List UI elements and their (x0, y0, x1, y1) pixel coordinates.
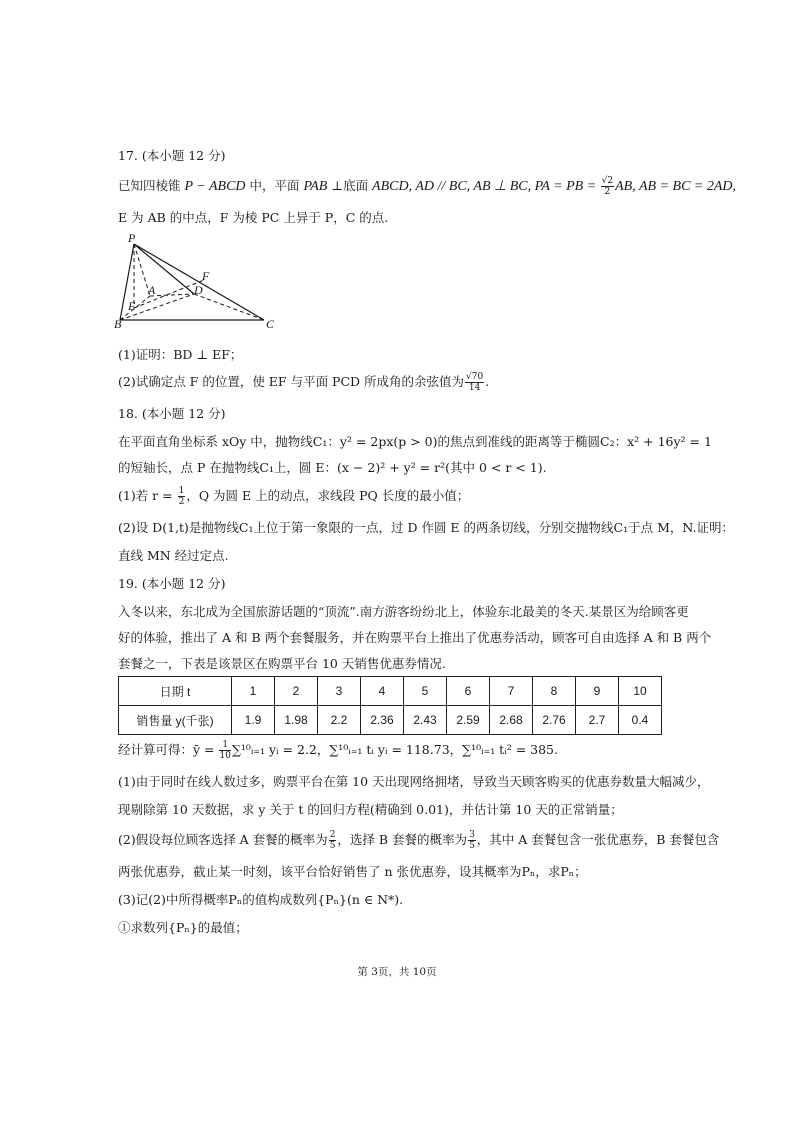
q18-part1 (118, 486, 469, 507)
fraction (329, 830, 337, 851)
fraction-numerator: 1 (219, 740, 230, 751)
fraction-numerator: 3 (469, 830, 475, 840)
q18-part2-line1: (2)设 D(1,t)是抛物线C₁上位于第一象限的一点，过 D 作圆 E 的两条切线，分别交抛物线C₁于点 M，N.证明： (118, 520, 734, 535)
day-cell: 3 (318, 677, 361, 706)
text-segment: 已知四棱锥 (118, 178, 185, 193)
fraction-denominator: 5 (329, 841, 336, 851)
text-segment: ，其中 A 套餐包含一张优惠券，B 套餐包含 (476, 832, 720, 847)
text-segment: ，Q 为圆 E 上的动点，求线段 PQ 长度的最小值； (186, 488, 470, 503)
q19-part1-line1: (1)由于同时在线人数过多，购票平台在第 10 天出现网络拥堵，导致当天顾客购买的优惠券数量大幅减少， (118, 774, 710, 789)
sales-cell: 1.98 (275, 706, 318, 735)
math-segment: AB, AB = BC = 2AD, (615, 179, 737, 194)
fraction (468, 830, 476, 851)
day-cell: 2 (275, 677, 318, 706)
text-segment: . (485, 374, 490, 389)
q19-part3-sub1: ①求数列{Pₙ}的最值； (118, 920, 248, 935)
label-e: E (128, 299, 136, 313)
fraction-denominator: 2 (604, 187, 611, 197)
fraction (219, 740, 230, 761)
q19-part2-line1 (118, 830, 719, 851)
text-segment: 经计算可得：ȳ = (118, 742, 219, 757)
sales-cell: 2.59 (447, 706, 490, 735)
q19-statement-line2: 好的体验，推出了 A 和 B 两个套餐服务，并在购票平台上推出了优惠券活动，顾客可自由选择 A 和 B 两个 (118, 630, 712, 645)
sales-cell: 2.68 (490, 706, 533, 735)
label-b: B (114, 317, 122, 331)
sales-cell: 2.7 (576, 706, 619, 735)
text-segment: (2)假设每位顾客选择 A 套餐的概率为 (118, 832, 328, 847)
fraction-numerator: 1 (178, 486, 185, 496)
day-cell: 5 (404, 677, 447, 706)
pyramid-figure (112, 232, 292, 332)
edge-ad (150, 294, 194, 296)
q18-header: 18. (本小题 12 分) (118, 406, 226, 421)
q17-statement-line2: E 为 AB 的中点，F 为棱 PC 上异于 P，C 的点. (118, 210, 389, 225)
q19-part1-line2: 现剔除第 10 天数据，求 y 关于 t 的回归方程(精确到 0.01)，并估计第 10 天的正常销量； (118, 802, 623, 817)
q17-part1: (1)证明：BD ⊥ EF； (118, 347, 243, 362)
q17-part2 (118, 372, 489, 393)
label-a: A (148, 283, 156, 297)
text-segment: (2)试确定点 F 的位置，使 EF 与平面 PCD 所成角的余弦值为 (118, 374, 465, 389)
sales-cell: 1.9 (232, 706, 275, 735)
q17-header: 17. (本小题 12 分) (118, 148, 226, 163)
text-segment: 中，平面 (245, 178, 304, 193)
fraction-denominator: 14 (468, 383, 481, 393)
text-segment: ⊥底面 (327, 178, 373, 193)
sales-cell: 2.36 (361, 706, 404, 735)
fraction-denominator: 10 (219, 751, 231, 761)
fraction (601, 176, 614, 197)
sales-cell: 2.2 (318, 706, 361, 735)
day-cell: 7 (490, 677, 533, 706)
fraction-numerator: √70 (466, 372, 484, 382)
sales-cell: 0.4 (619, 706, 662, 735)
sales-table (118, 676, 662, 735)
text-segment: (1)若 r = (118, 488, 177, 503)
day-cell: 9 (576, 677, 619, 706)
day-cell: 8 (533, 677, 576, 706)
q17-statement-line1 (118, 176, 736, 197)
day-cell: 10 (619, 677, 662, 706)
fraction-denominator: 5 (469, 841, 475, 851)
text-segment: ∑¹⁰ᵢ₌₁ yᵢ = 2.2，∑¹⁰ᵢ₌₁ tᵢ yᵢ = 118.73，∑¹⁰ᵢ₌₁ tᵢ² = 385. (231, 742, 558, 757)
q18-part2-line2: 直线 MN 经过定点. (118, 548, 229, 563)
math-segment: PAB (303, 179, 328, 194)
day-cell: 1 (232, 677, 275, 706)
q19-statement-line1: 入冬以来，东北成为全国旅游话题的“顶流”.南方游客纷纷北上，体验东北最美的冬天.某景区为给顾客更 (118, 604, 689, 619)
row-header-sales: 销售量 y(千张) (119, 706, 232, 735)
fraction-numerator: 2 (329, 830, 336, 840)
day-cell: 6 (447, 677, 490, 706)
day-cell: 4 (361, 677, 404, 706)
q19-part3: (3)记(2)中所得概率Pₙ的值构成数列{Pₙ}(n ∈ N*). (118, 892, 404, 907)
q18-statement-line2: 的短轴长，点 P 在抛物线C₁上，圆 E：(x − 2)² + y² = r²(其中 0 < r < 1). (118, 460, 547, 475)
table-row (119, 706, 662, 735)
math-segment: P − ABCD (184, 179, 246, 194)
fraction (178, 486, 186, 507)
q18-statement-line1: 在平面直角坐标系 xOy 中，抛物线C₁：y² = 2px(p > 0)的焦点到准线的距离等于椭圆C₂：x² + 16y² = 1 (118, 434, 712, 449)
table-row (119, 677, 662, 706)
fraction (465, 372, 484, 393)
label-d: D (194, 283, 203, 297)
label-c: C (266, 317, 275, 331)
sales-cell: 2.76 (533, 706, 576, 735)
label-p: P (128, 232, 136, 245)
sales-cell: 2.43 (404, 706, 447, 735)
q19-header: 19. (本小题 12 分) (118, 576, 226, 591)
math-segment: ABCD, AD // BC, AB ⊥ BC, PA = PB = (372, 179, 600, 194)
text-segment: ，选择 B 套餐的概率为 (337, 832, 468, 847)
q19-part2-line2: 两张优惠券，截止某一时刻，该平台恰好销售了 n 张优惠券，设其概率为Pₙ，求Pₙ； (118, 864, 587, 879)
edge-dc (194, 294, 264, 320)
page-footer: 第 3页，共 10页 (357, 966, 437, 978)
label-f: F (202, 269, 210, 283)
q19-statement-line3: 套餐之一，下表是该景区在购票平台 10 天销售优惠券情况. (118, 656, 446, 671)
fraction-numerator: √2 (601, 176, 614, 186)
row-header-day: 日期 t (119, 677, 232, 706)
fraction-denominator: 2 (178, 497, 185, 507)
edge-pd (134, 244, 194, 294)
q19-statistics (118, 740, 558, 761)
